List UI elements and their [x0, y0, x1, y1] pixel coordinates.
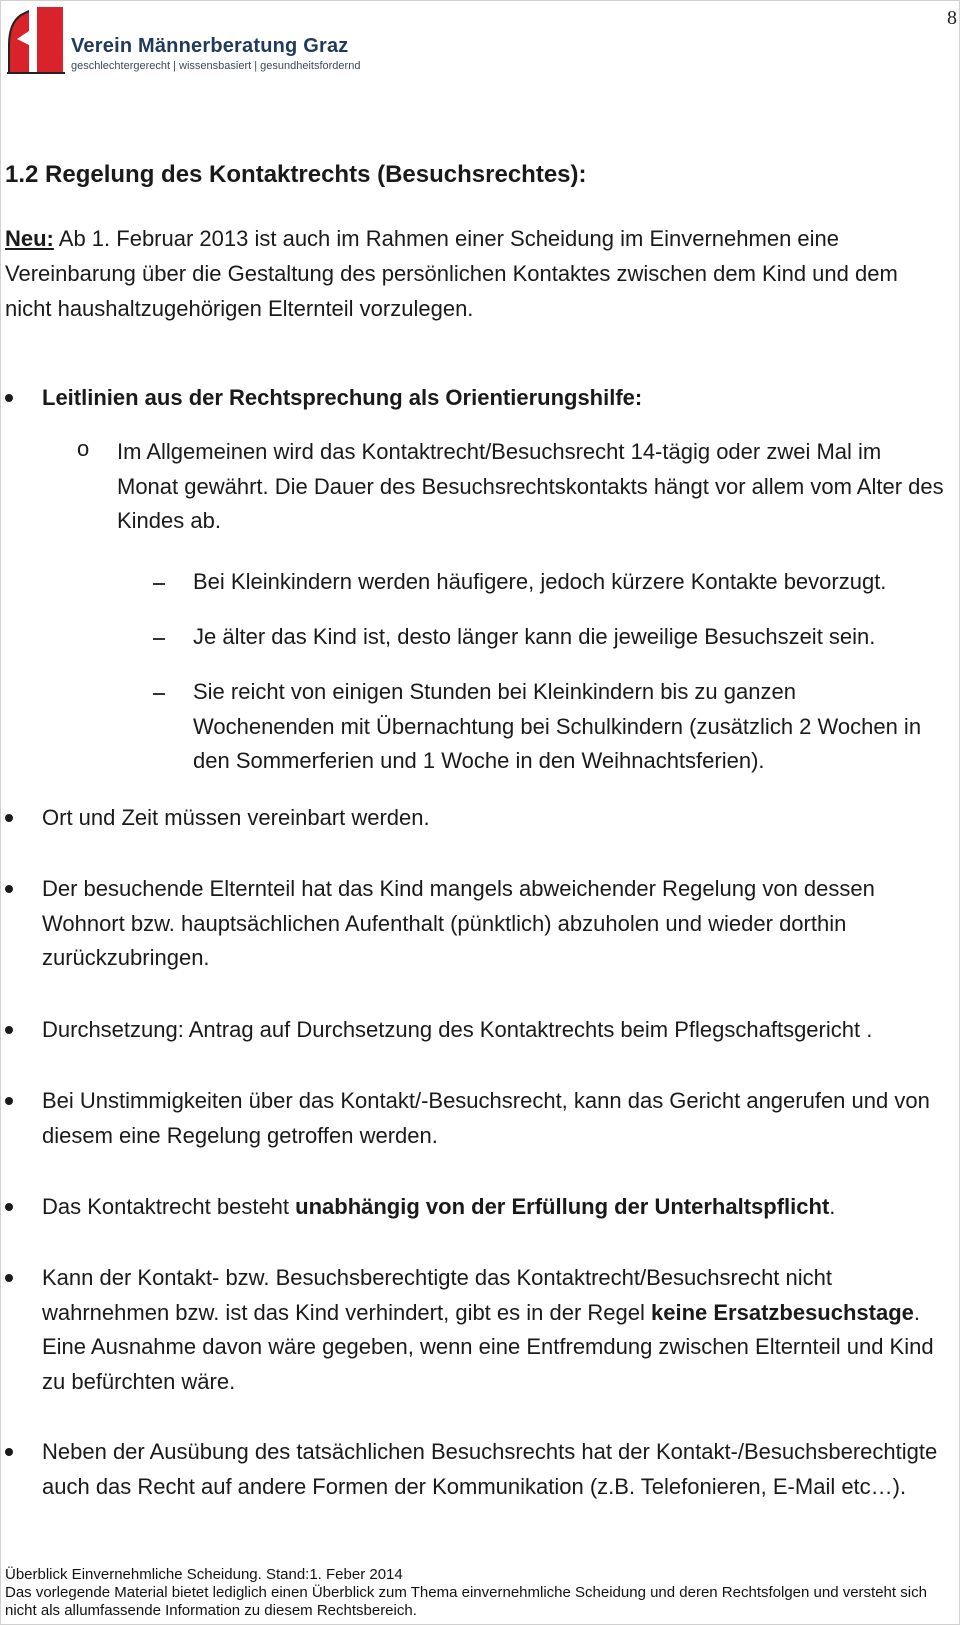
list-item: Durchsetzung: Antrag auf Durchsetzung des Kontaktrechts beim Pflegschaftsgericht . — [42, 1017, 873, 1042]
org-logo — [7, 5, 407, 77]
intro-paragraph — [5, 221, 950, 326]
dash-marker-icon — [153, 583, 165, 585]
dash-marker-icon — [153, 638, 165, 640]
dash-list-item: Sie reicht von einigen Stunden bei Kleinkindern bis zu ganzen Wochenenden mit Übernachtung bei Schulkindern (zusätzlich 2 Wochen in den Sommerferien und 1 Woche in den Weihnachtsferien). — [193, 679, 922, 773]
list-item-emphasis: unabhängig von der Erfüllung der Unterhaltspflicht — [295, 1194, 830, 1219]
page-number: 8 — [947, 7, 957, 29]
bullet-dot-icon — [5, 885, 13, 893]
section-heading: 1.2 Regelung des Kontaktrechts (Besuchsrechtes): — [5, 161, 587, 188]
list-item: Neben der Ausübung des tatsächlichen Besuchsrechts hat der Kontakt-/Besuchsberechtigte auch das Recht auf andere Formen der Kommunikation (z.B. Telefonieren, E-Mail etc…). — [42, 1439, 938, 1499]
org-tagline: geschlechtergerecht | wissensbasiert | gesundheitsfordernd — [71, 60, 361, 72]
intro-text: Ab 1. Februar 2013 ist auch im Rahmen einer Scheidung im Einvernehmen eine Vereinbarung über die Gestaltung des persönlichen Kontaktes zwischen dem Kind und dem nicht haushaltzugehörigen Elternteil vorzulegen. — [5, 226, 898, 321]
list-item: Ort und Zeit müssen vereinbart werden. — [42, 805, 430, 830]
dash-list-item: Je älter das Kind ist, desto länger kann die jeweilige Besuchszeit sein. — [193, 624, 876, 649]
footer-disclaimer: Das vorlegende Material bietet lediglich einen Überblick zum Thema einvernehmliche Scheidung und deren Rechtsfolgen und versteht sich nicht als allumfassende Information zu diesem Rechtsbereich. — [5, 1584, 927, 1619]
list-item: Bei Unstimmigkeiten über das Kontakt/-Besuchsrecht, kann das Gericht angerufen und von diesem eine Regelung getroffen werden. — [42, 1088, 930, 1148]
list-item-text: . Eine Ausnahme davon wäre gegeben, wenn eine Entfremdung zwischen Elternteil und Kind zu befürchten wäre. — [42, 1299, 934, 1394]
bullet-dot-icon — [5, 1026, 13, 1034]
logo-mark-icon — [7, 5, 65, 75]
footer-line: Überblick Einvernehmliche Scheidung. Stand:1. Feber 2014 — [5, 1566, 403, 1583]
bullet-dot-icon — [5, 1448, 13, 1456]
list-item: Der besuchende Elternteil hat das Kind mangels abweichender Regelung von dessen Wohnort bzw. hauptsächlichen Aufenthalt (pünktlich) abzuholen und wieder dorthin zurückzubringen. — [42, 876, 875, 970]
list-item — [42, 1261, 947, 1399]
list-item-emphasis: keine Ersatzbesuchstage — [651, 1299, 914, 1325]
bullet-dot-icon — [5, 1203, 13, 1211]
list-item-text: . — [829, 1194, 836, 1219]
bullet-title: Leitlinien aus der Rechtsprechung als Orientierungshilfe: — [42, 385, 643, 410]
list-item-text: Kann der Kontakt- bzw. Besuchsberechtigte das Kontaktrecht/Besuchsrecht nicht wahrnehmen bzw. ist das Kind verhindert, gibt es in der Regel — [42, 1265, 833, 1325]
bullet-dot-icon — [5, 394, 13, 402]
sub-bullet-marker-icon: o — [77, 436, 90, 461]
dash-list-item: Bei Kleinkindern werden häufigere, jedoch kürzere Kontakte bevorzugt. — [193, 569, 887, 594]
bullet-dot-icon — [5, 1274, 13, 1282]
intro-label: Neu: — [5, 226, 54, 251]
list-item-text: Das Kontaktrecht besteht — [42, 1194, 296, 1219]
list-item — [42, 381, 947, 416]
dash-marker-icon — [153, 693, 165, 695]
page-footer — [5, 1566, 955, 1620]
bullet-dot-icon — [5, 1097, 13, 1105]
org-name: Verein Männerberatung Graz — [71, 35, 349, 57]
sub-list-item: Im Allgemeinen wird das Kontaktrecht/Besuchsrecht 14-tägig oder zwei Mal im Monat gewährt. Die Dauer des Besuchsrechtskontakts hängt vor allem vom Alter des Kindes ab. — [117, 439, 944, 533]
list-item — [42, 1190, 947, 1225]
bullet-dot-icon — [5, 814, 13, 822]
